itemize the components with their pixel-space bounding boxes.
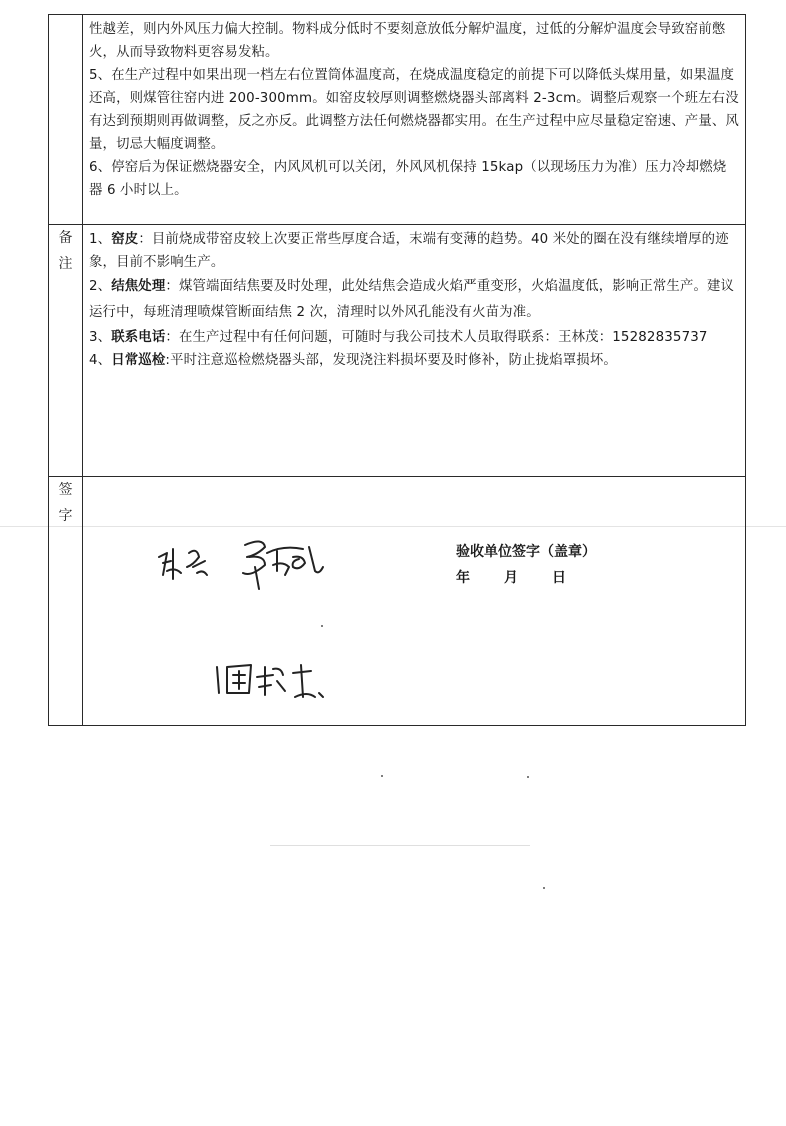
signature-label-char: 签 [58,482,73,498]
handwritten-signature-text [83,477,84,478]
scan-artifact [270,845,530,846]
date-year: 年 [456,570,470,586]
remarks-label-cell [49,225,83,477]
handwritten-signature-2 [211,657,371,707]
remark-body: 平时注意巡检燃烧器头部，发现浇注料损坏要及时修补，防止拢焰罩损坏。 [170,353,617,368]
signature-row [49,477,746,726]
remarks-text [83,225,745,374]
date-month: 月 [504,570,518,586]
remark-body: 煤管端面结焦要及时处理，此处结焦会造成火焰严重变形，火焰温度低，影响正常生产。建议运行中，每班清理喷煤管断面结焦 2 次，清理时以外风孔能没有火苗为准。 [89,279,735,320]
remark-title: 窑皮 [111,232,139,247]
signature-label-char: 字 [58,508,73,524]
process-line: 6、停窑后为保证燃烧器安全，内风风机可以关闭，外风风机保持 15kap（以现场压力为准）压力冷却燃烧器 6 小时以上。 [89,160,727,198]
acceptance-date [456,565,600,591]
remarks-label-char: 备 [58,230,73,246]
process-text [83,15,745,204]
remark-title: 联系电话 [111,330,166,345]
process-row [49,15,746,225]
acceptance-block [456,539,600,591]
date-day: 日 [552,570,566,586]
scan-speck [543,887,545,889]
scan-speck [527,776,529,778]
remark-item [89,349,739,372]
remark-separator: ： [138,232,152,247]
remark-item [89,274,739,326]
process-content-cell [83,15,746,225]
process-line: 性越差，则内外风压力偏大控制。物料成分低时不要刻意放低分解炉温度，过低的分解炉温度会导致窑前憋火，从而导致物料更容易发粘。 [89,22,726,60]
handwritten-signature-1 [153,527,353,597]
remark-number: 1、 [89,232,112,247]
remark-number: 3、 [89,330,112,345]
remark-title: 结焦处理 [111,279,166,294]
remark-number: 4、 [89,353,112,368]
remarks-content-cell [83,225,746,477]
scan-speck [381,775,383,777]
remark-item [89,228,739,274]
remark-body: 在生产过程中有任何问题，可随时与我公司技术人员取得联系：王林茂：15282835737 [178,330,708,345]
remark-item [89,326,739,349]
signature-content-cell [83,477,746,726]
pen-mark [321,625,323,627]
process-label-cell [49,15,83,225]
remark-separator: ： [165,279,179,294]
remark-number: 2、 [89,279,112,294]
remarks-row [49,225,746,477]
signature-area [83,477,745,725]
report-table [48,14,746,726]
remark-body: 目前烧成带窑皮较上次要正常些厚度合适，末端有变薄的趋势。40 米处的圈在没有继续增厚的迹象，目前不影响生产。 [89,232,729,270]
acceptance-signature-label: 验收单位签字（盖章） [456,544,596,560]
remark-separator: ： [165,330,179,345]
remark-title: 日常巡检 [111,353,166,368]
process-line: 5、在生产过程中如果出现一档左右位置筒体温度高，在烧成温度稳定的前提下可以降低头煤用量，如果温度还高，则煤管往窑内进 200-300mm。如窑皮较厚则调整燃烧器头部离料 2-3cm。调整后观察一个班左右没有达到预期则再做调整，反之亦反。此调整方法任何燃烧器都实用。在生产过程中应尽量稳定窑速、产量、风量，切忌大幅度调整。 [89,68,739,152]
remark-separator: : [165,353,171,368]
remarks-label-char: 注 [58,256,73,272]
handwritten-signature-text [83,477,84,478]
signature-label-cell [49,477,83,726]
